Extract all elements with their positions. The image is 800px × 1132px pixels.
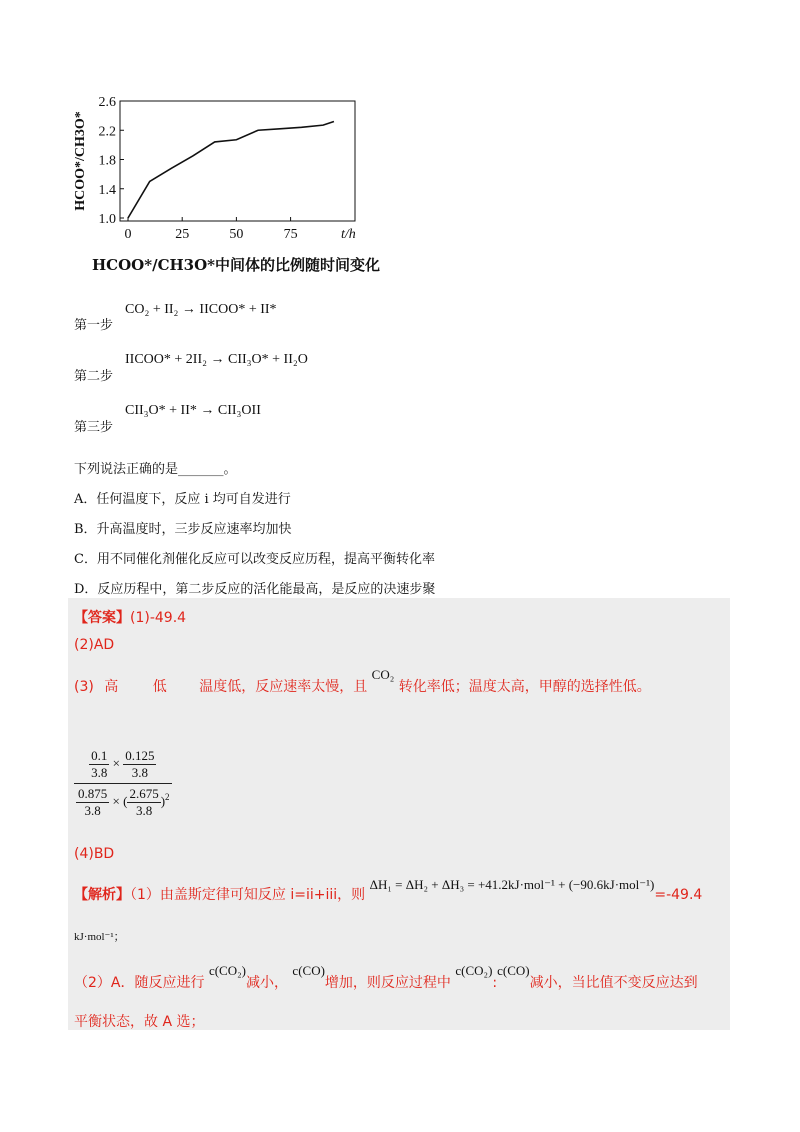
option-b: B．升高温度时，三步反应速率均加快 [74, 522, 292, 537]
y-tick-label-3: 2.2 [98, 124, 116, 140]
frac-times-1: × [112, 755, 120, 771]
x-axis-label: t/h [341, 227, 356, 242]
answer-3-co2: CO₂ [371, 667, 395, 682]
y-tick-label-0: 1.0 [98, 212, 116, 227]
frac-den-3: 3.8 [84, 803, 101, 818]
frac-times-2: × [112, 793, 120, 809]
x-tick-label-3: 75 [283, 227, 298, 242]
analysis-2-c: 增加，则反应过程中 [324, 975, 451, 991]
analysis-2-cco2: c(CO₂) [208, 963, 246, 978]
frac-den-2: 3.8 [131, 765, 148, 780]
answer-line-3 [74, 667, 651, 696]
y-tick-label-4: 2.6 [98, 95, 116, 110]
frac-num-1: 0.1 [91, 748, 108, 763]
analysis-2-colon: : [492, 975, 498, 991]
answer-2: (2)AD [74, 637, 115, 653]
ratio-line-chart [60, 88, 370, 253]
step-2-equation: IICOO* + 2II₂ → CII₃O* + II₂O [125, 352, 308, 367]
frac-den-4: 3.8 [135, 803, 153, 818]
answer-3-text-1: 温度低，反应速率太慢，且 [199, 679, 368, 695]
answer-1: (1)-49.4 [130, 610, 187, 626]
analysis-2-ratio-1: c(CO₂) [455, 963, 493, 978]
analysis-1-value: =-49.4 [654, 887, 703, 903]
y-tick-label-2: 1.8 [98, 153, 116, 169]
answer-3-high: 高 [104, 679, 119, 695]
x-tick-label-1: 25 [175, 227, 190, 242]
step-2-label: 第二步 [74, 369, 114, 384]
analysis-1-equation: ΔH₁ = ΔH₂ + ΔH₃ = +41.2kJ·mol⁻¹ + (−90.6kJ·mol⁻¹) [369, 877, 655, 892]
answer-3-prefix: (3) [74, 679, 94, 695]
frac-den-1: 3.8 [91, 765, 108, 780]
analysis-2-b: 减小， [245, 975, 288, 991]
step-3-label: 第三步 [74, 420, 114, 435]
frac-num-2: 0.125 [125, 748, 155, 763]
series-line [128, 121, 334, 218]
step-1-label: 第一步 [74, 318, 114, 333]
analysis-line-1 [74, 877, 703, 904]
frac-num-4: 2.675 [129, 786, 159, 801]
y-axis-label: HCOO*/CH3O* [73, 111, 88, 211]
x-tick-label-0: 0 [124, 227, 132, 242]
answer-tag: 【答案】 [74, 610, 130, 626]
answer-3-low: 低 [152, 679, 167, 695]
answer-3-text-2: 转化率低；温度太高，甲醇的选择性低。 [398, 679, 651, 695]
chart-caption: HCOO*/CH3O*中间体的比例随时间变化 [92, 256, 381, 274]
analysis-2-cco: c(CO) [292, 963, 325, 978]
analysis-tag: 【解析】 [74, 887, 130, 903]
answer-line-1 [74, 607, 186, 627]
y-tick-label-1: 1.4 [98, 182, 116, 198]
answer-4: (4)BD [74, 846, 115, 862]
plot-frame [120, 101, 355, 221]
option-c: C．用不同催化剂催化反应可以改变反应历程，提高平衡转化率 [74, 552, 435, 567]
analysis-2-a: （2）A．随反应进行 [74, 975, 205, 991]
option-d: D．反应历程中，第二步反应的活化能最高，是反应的决速步聚 [74, 582, 436, 597]
question-stem: 下列说法正确的是_______。 [74, 462, 237, 477]
analysis-1-unit: kJ·mol⁻¹； [74, 931, 125, 943]
analysis-2-d: 减小，当比值不变反应达到 [529, 975, 698, 991]
analysis-1-text: （1）由盖斯定律可知反应 i=ii+iii，则 [130, 887, 366, 903]
x-tick-label-2: 50 [229, 227, 244, 242]
option-a: A．任何温度下，反应 i 均可自发进行 [74, 492, 291, 507]
frac-num-3: 0.875 [78, 786, 108, 801]
step-3-equation: CII₃O* + II* → CII₃OII [125, 403, 261, 418]
equilibrium-constant-fraction: $\frac{0.1}{3.8}$ × $\frac{0.125}{3.8}$ $\frac{0.875}{3.8}$ × ( $\frac{2.675}{3.8}$ )$^2$ [74, 748, 172, 819]
step-1-equation: CO₂ + II₂ → IICOO* + II* [125, 302, 277, 317]
analysis-2-ratio-2: c(CO) [497, 963, 530, 978]
analysis-line-2 [74, 963, 698, 992]
analysis-2-e: 平衡状态，故 A 选； [74, 1014, 205, 1030]
